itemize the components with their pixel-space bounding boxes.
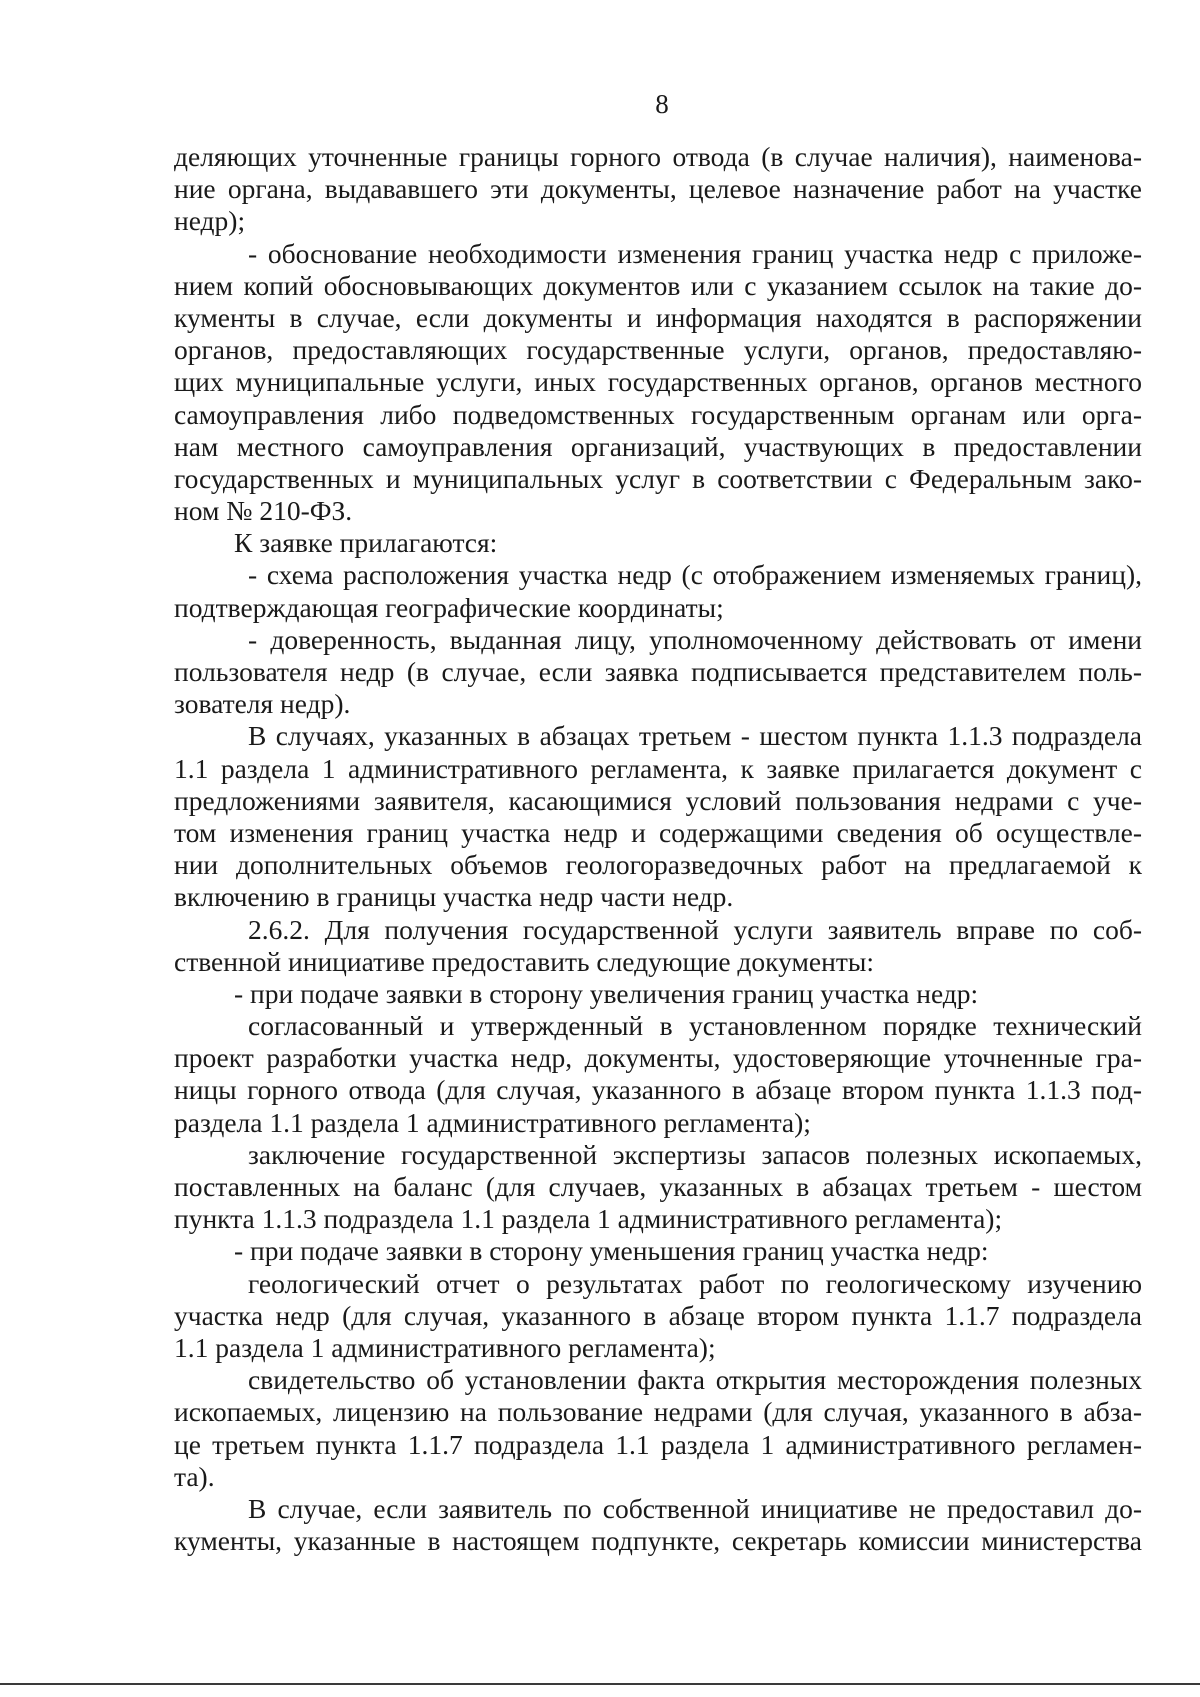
text-line: подтверждающая географические координаты; — [174, 591, 724, 623]
text-line: В случаях, указанных в абзацах третьем - шестом пункта 1.1.3 подраздела — [248, 720, 1142, 752]
text-line: свидетельство об установлении факта открытия месторождения полезных — [248, 1364, 1142, 1396]
text-line: государственных и муниципальных услуг в соответствии с Федеральным зако- — [174, 462, 1142, 494]
text-line: В случае, если заявитель по собственной инициативе не предоставил до- — [248, 1492, 1142, 1524]
text-line: заключение государственной экспертизы запасов полезных ископаемых, — [248, 1138, 1142, 1170]
text-line: 1.1 раздела 1 административного регламента); — [174, 1331, 716, 1363]
text-line: нием копий обосновывающих документов или с указанием ссылок на такие до- — [174, 269, 1142, 301]
text-line: - при подаче заявки в сторону увеличения границ участка недр: — [234, 977, 979, 1009]
text-line: - при подаче заявки в сторону уменьшения границ участка недр: — [234, 1235, 989, 1267]
page-number: 8 — [655, 89, 669, 119]
text-line: та). — [174, 1460, 215, 1492]
text-line: предложениями заявителя, касающимися условий пользования недрами с уче- — [174, 784, 1142, 816]
text-line: проект разработки участка недр, документы, удостоверяющие уточненные гра- — [174, 1042, 1142, 1074]
text-line: кументы, указанные в настоящем подпункте, секретарь комиссии министерства — [174, 1525, 1142, 1557]
text-line: нам местного самоуправления организаций, участвующих в предоставлении — [174, 430, 1142, 462]
bottom-edge-line — [0, 1683, 1200, 1685]
text-line: щих муниципальные услуги, иных государственных органов, органов местного — [174, 366, 1142, 398]
text-line: зователя недр). — [174, 688, 351, 720]
text-line: нии дополнительных объемов геологоразведочных работ на предлагаемой к — [174, 849, 1142, 881]
text-line: ископаемых, лицензию на пользование недрами (для случая, указанного в абза- — [174, 1396, 1142, 1428]
text-line: участка недр (для случая, указанного в абзаце втором пункта 1.1.7 подраздела — [174, 1299, 1142, 1331]
text-line: - доверенность, выданная лицу, уполномоченному действовать от имени — [248, 623, 1142, 655]
text-line: органов, предоставляющих государственные услуги, органов, предоставляю- — [174, 334, 1142, 366]
text-line: деляющих уточненные границы горного отвода (в случае наличия), наименова- — [174, 141, 1142, 172]
text-line: пункта 1.1.3 подраздела 1.1 раздела 1 административного регламента); — [174, 1203, 1003, 1235]
text-line: самоуправления либо подведомственных государственным органам или орга- — [174, 398, 1142, 430]
text-line: согласованный и утвержденный в установленном порядке технический — [248, 1010, 1142, 1042]
text-line: включению в границы участка недр части недр. — [174, 881, 734, 913]
document-body — [174, 141, 1142, 1557]
text-line: кументы в случае, если документы и информация находятся в распоряжении — [174, 301, 1142, 333]
text-line: 1.1 раздела 1 административного регламента, к заявке прилагается документ с — [174, 752, 1142, 784]
text-line: - схема расположения участка недр (с отображением изменяемых границ), — [248, 559, 1142, 591]
text-line: 2.6.2. Для получения государственной услуги заявитель вправе по соб- — [248, 913, 1142, 945]
text-line: ницы горного отвода (для случая, указанного в абзаце втором пункта 1.1.3 под- — [174, 1074, 1142, 1106]
text-line: ном № 210-ФЗ. — [174, 495, 353, 527]
text-line: недр); — [174, 205, 246, 237]
text-line: поставленных на баланс (для случаев, указанных в абзацах третьем - шестом — [174, 1171, 1142, 1202]
text-line: том изменения границ участка недр и содержащими сведения об осуществле- — [174, 816, 1142, 848]
text-line: геологический отчет о результатах работ по геологическому изучению — [248, 1267, 1142, 1299]
text-line: ние органа, выдававшего эти документы, целевое назначение работ на участке — [174, 173, 1142, 205]
text-line: ственной инициативе предоставить следующие документы: — [174, 945, 874, 977]
text-line: К заявке прилагаются: — [234, 527, 498, 559]
text-line: це третьем пункта 1.1.7 подраздела 1.1 раздела 1 административного регламен- — [174, 1428, 1142, 1460]
text-line: - обоснование необходимости изменения границ участка недр с приложе- — [248, 237, 1142, 269]
text-line: пользователя недр (в случае, если заявка подписывается представителем поль- — [174, 656, 1142, 687]
text-line: раздела 1.1 раздела 1 административного регламента); — [174, 1106, 811, 1138]
